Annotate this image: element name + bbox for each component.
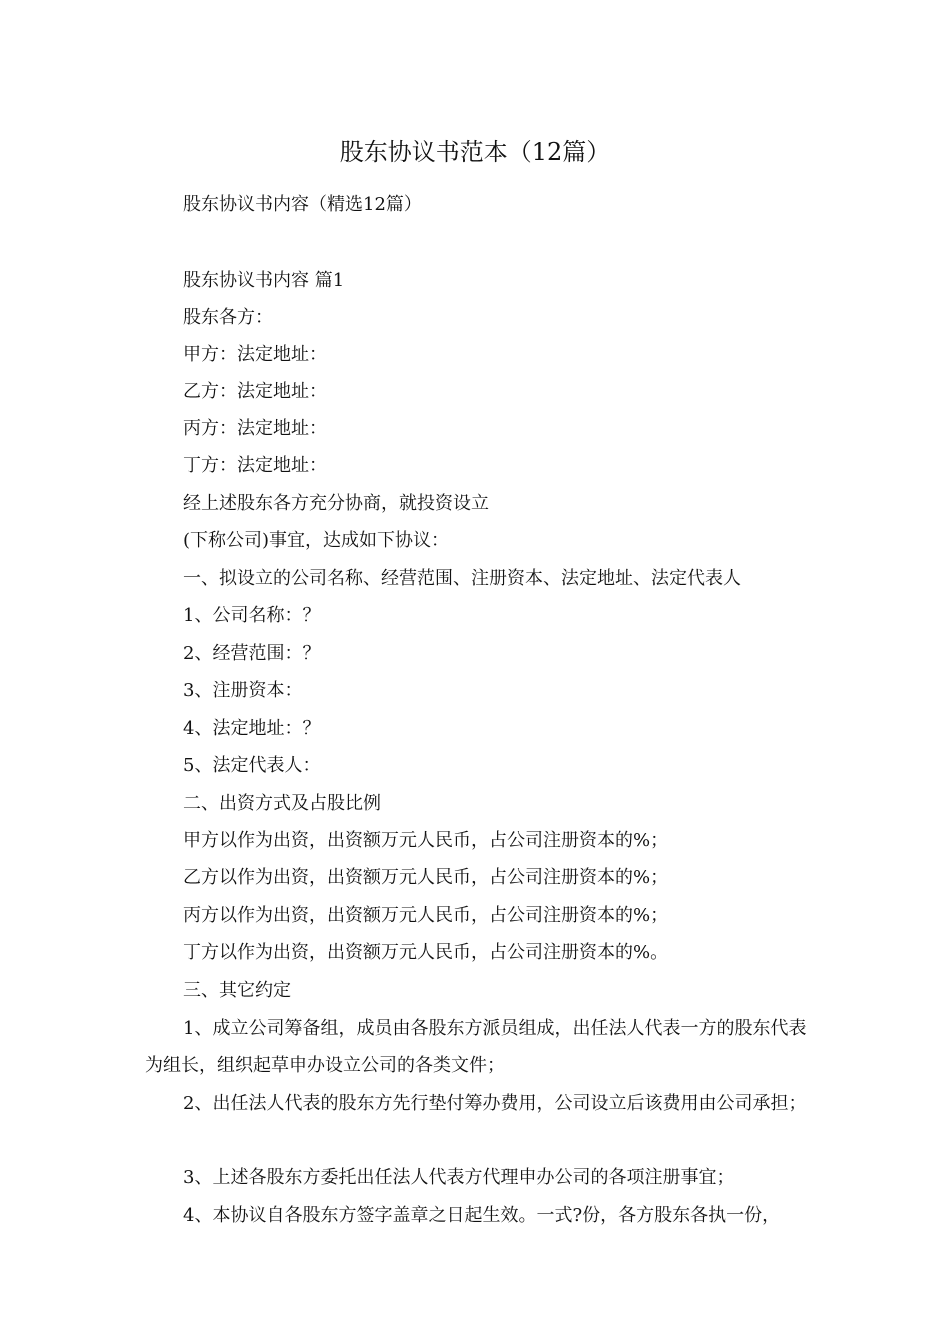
section-heading: 股东协议书内容 篇1: [183, 270, 345, 291]
clause-item: 3、上述各股东方委托出任法人代表方代理申办公司的各项注册事宜；: [183, 1167, 735, 1188]
clause-item: 丁方以作为出资，出资额万元人民币，占公司注册资本的%。: [183, 942, 669, 963]
clause-heading: 二、出资方式及占股比例: [183, 793, 381, 814]
clause-heading: 三、其它约定: [183, 980, 291, 1001]
clause-heading: 一、拟设立的公司名称、经营范围、注册资本、法定地址、法定代表人: [183, 568, 741, 589]
clause-item: 丙方以作为出资，出资额万元人民币，占公司注册资本的%；: [183, 905, 669, 926]
clause-paragraph: 1、成立公司筹备组，成员由各股东方派员组成，出任法人代表一方的股东代表为组长，组织起草申办设立公司的各类文件；: [145, 1018, 807, 1076]
clause-item: 2、经营范围：？: [183, 643, 321, 664]
party-line: 甲方：法定地址：: [183, 344, 327, 365]
document-subtitle: 股东协议书内容（精选12篇）: [183, 194, 422, 215]
party-line: 乙方：法定地址：: [183, 381, 327, 402]
document-title: 股东协议书范本（12篇）: [339, 138, 611, 166]
clause-item: 1、公司名称：？: [183, 605, 321, 626]
intro-paragraph: (下称公司)事宜，达成如下协议：: [183, 530, 450, 551]
party-line: 丁方：法定地址：: [183, 455, 327, 476]
parties-heading: 股东各方：: [183, 307, 273, 328]
clause-item: 甲方以作为出资，出资额万元人民币，占公司注册资本的%；: [183, 830, 669, 851]
clause-item: 4、本协议自各股东方签字盖章之日起生效。一式?份，各方股东各执一份，: [183, 1205, 781, 1226]
clause-item: 4、法定地址：？: [183, 718, 321, 739]
clause-item: 乙方以作为出资，出资额万元人民币，占公司注册资本的%；: [183, 867, 669, 888]
party-line: 丙方：法定地址：: [183, 418, 327, 439]
intro-paragraph: 经上述股东各方充分协商，就投资设立: [183, 493, 489, 514]
clause-item: 3、注册资本：: [183, 680, 303, 701]
clause-paragraph: 2、出任法人代表的股东方先行垫付筹办费用，公司设立后该费用由公司承担；: [183, 1093, 807, 1114]
clause-item: 5、法定代表人：: [183, 755, 321, 776]
